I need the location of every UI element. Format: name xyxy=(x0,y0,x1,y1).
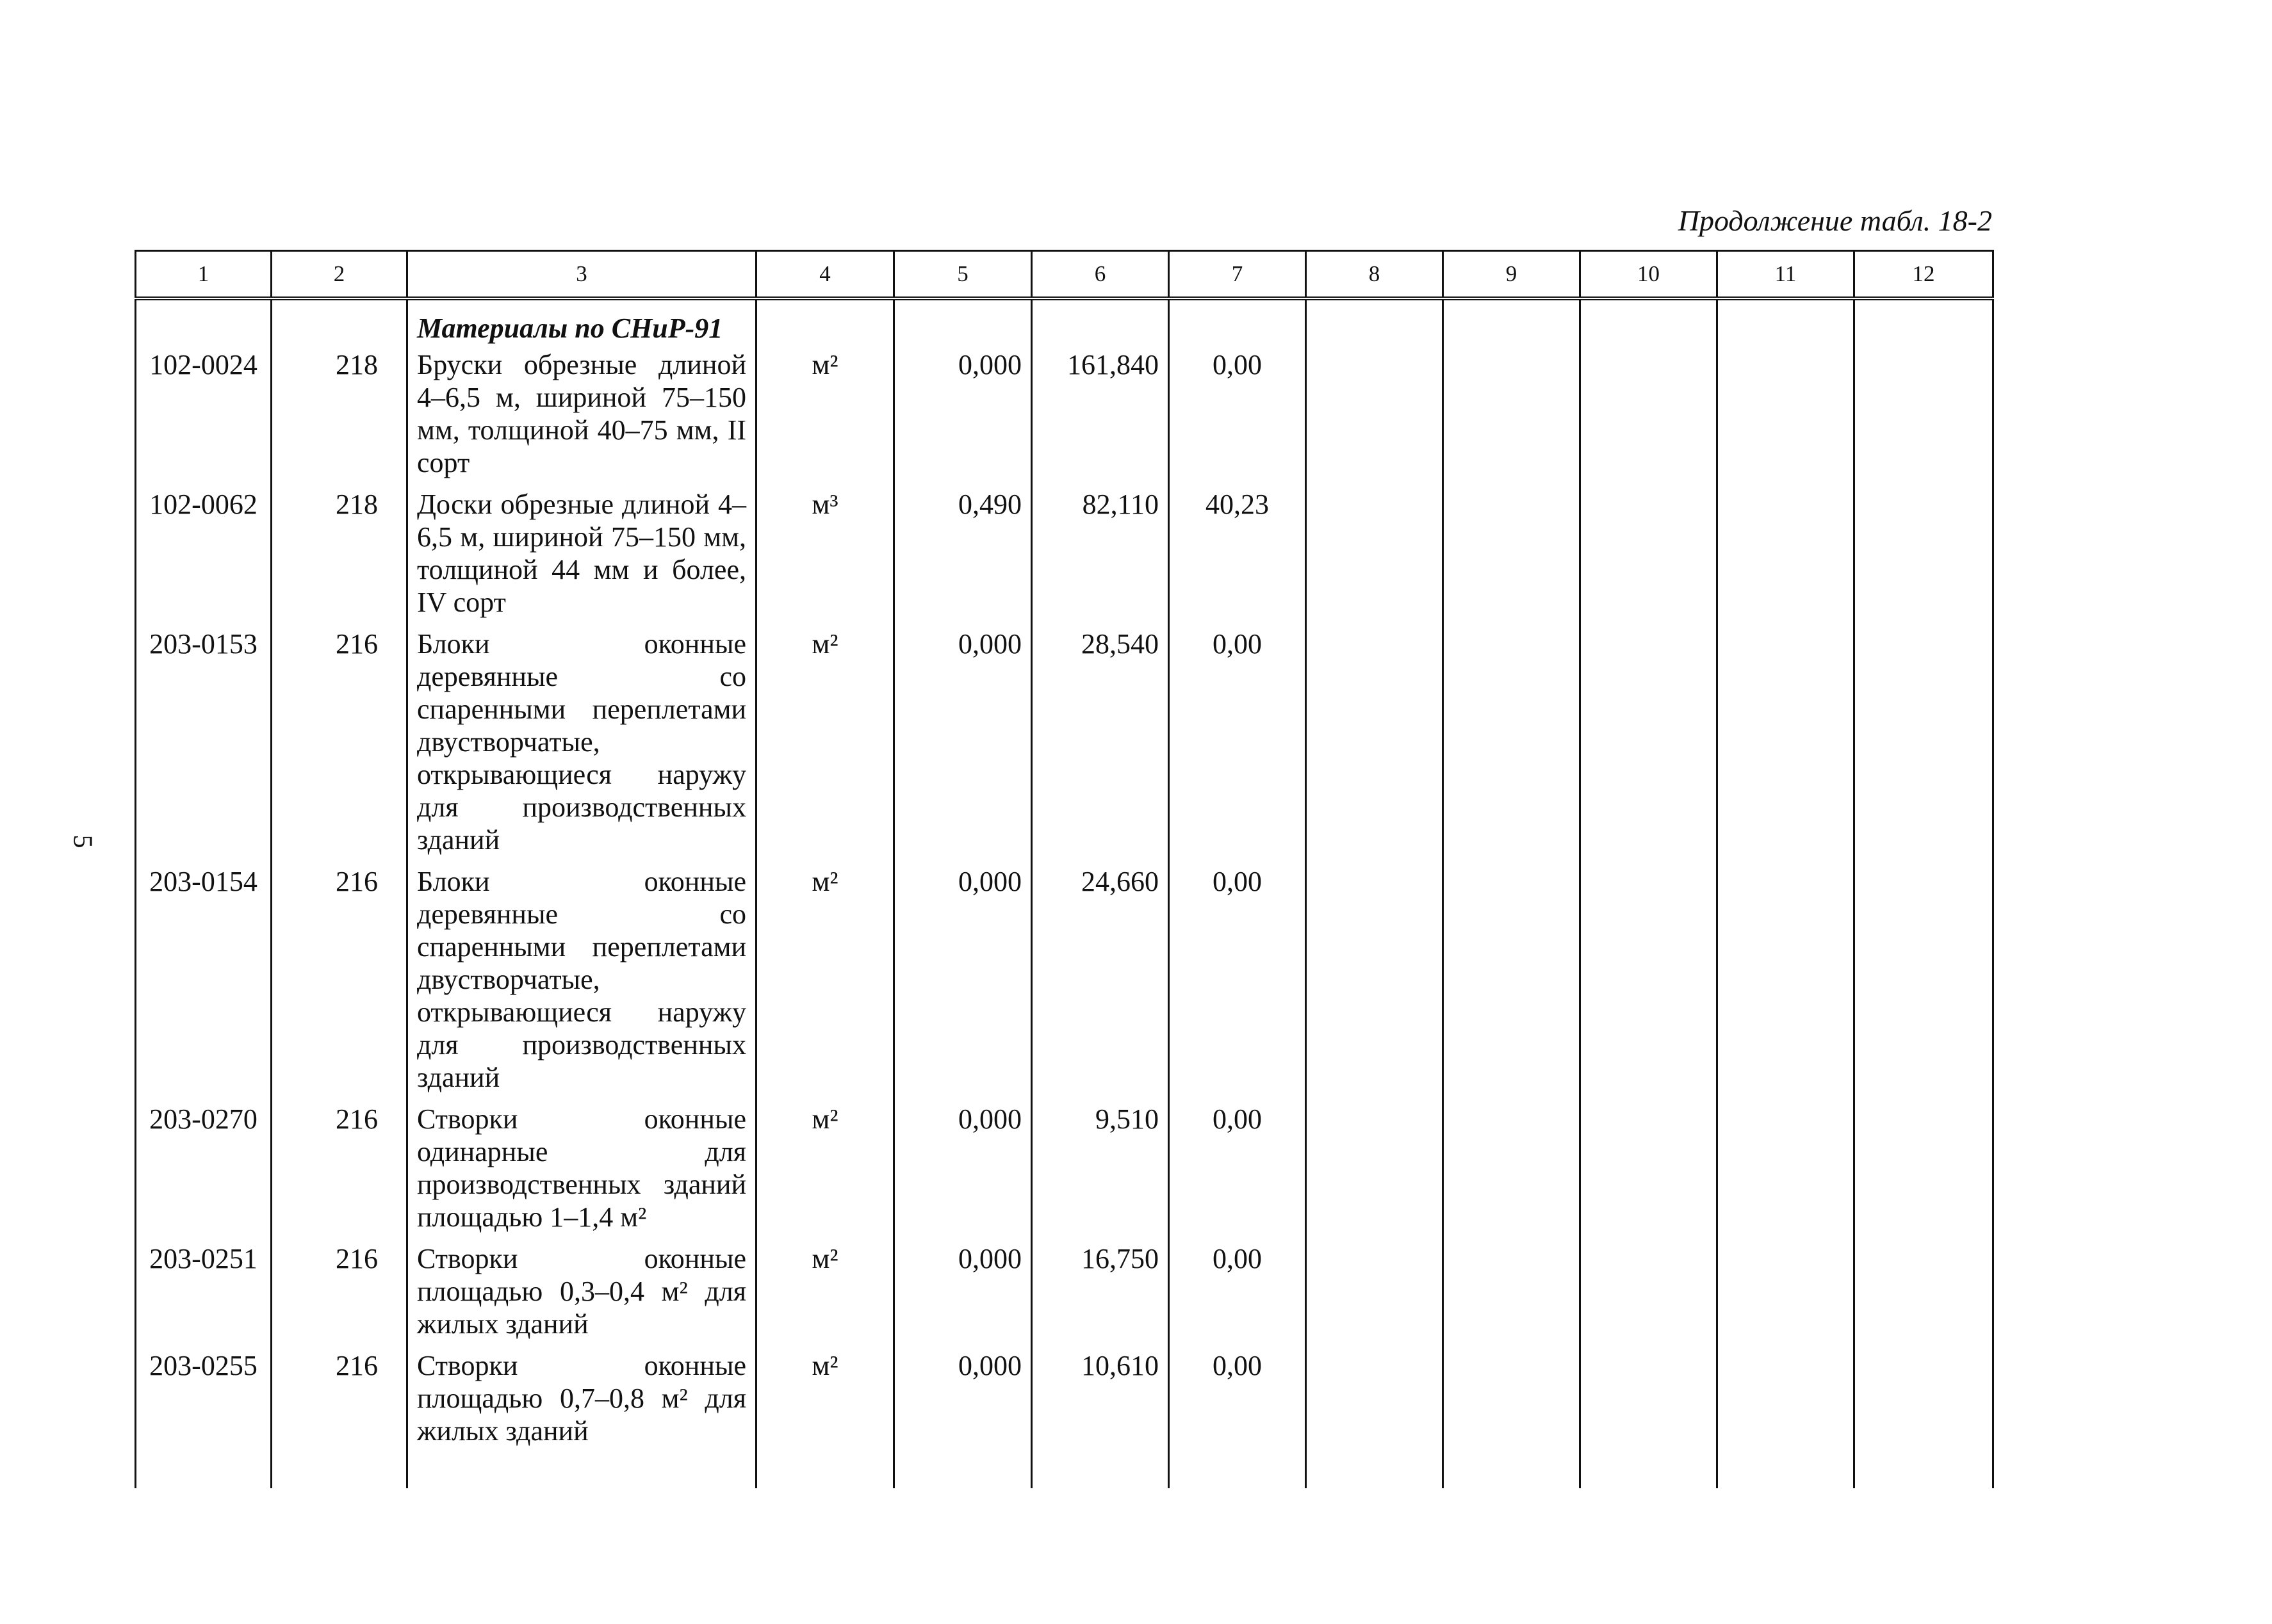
table-row xyxy=(136,488,1993,628)
material-description: Створки оконные площадью 0,7–0,8 м² для жилых зданий xyxy=(407,1349,756,1456)
value-col7: 0,00 xyxy=(1169,628,1306,865)
group-title-row xyxy=(136,298,1993,348)
ref-number: 218 xyxy=(272,348,407,488)
table-row xyxy=(136,628,1993,865)
value-col7: 40,23 xyxy=(1169,488,1306,628)
table-spacer-row xyxy=(136,1456,1993,1488)
value-col7: 0,00 xyxy=(1169,1242,1306,1349)
material-description: Блоки оконные деревянные со спаренными переплетами двустворчатые, открывающиеся наружу для производственных зданий xyxy=(407,865,756,1103)
material-description: Створки оконные площадью 0,3–0,4 м² для жилых зданий xyxy=(407,1242,756,1349)
value-col6: 24,660 xyxy=(1032,865,1169,1103)
value-col6: 9,510 xyxy=(1032,1103,1169,1242)
ref-number: 216 xyxy=(272,1103,407,1242)
material-code: 203-0154 xyxy=(136,865,272,1103)
table-row xyxy=(136,1242,1993,1349)
value-col5: 0,490 xyxy=(894,488,1032,628)
ref-number: 216 xyxy=(272,1242,407,1349)
unit: м² xyxy=(756,348,894,488)
value-col5: 0,000 xyxy=(894,348,1032,488)
value-col6: 28,540 xyxy=(1032,628,1169,865)
ref-number: 216 xyxy=(272,1349,407,1456)
material-description: Створки оконные одинарные для производственных зданий площадью 1–1,4 м² xyxy=(407,1103,756,1242)
unit: м² xyxy=(756,865,894,1103)
column-header: 2 xyxy=(272,251,407,299)
unit: м² xyxy=(756,628,894,865)
table-row xyxy=(136,348,1993,488)
material-code: 102-0062 xyxy=(136,488,272,628)
unit: м² xyxy=(756,1242,894,1349)
value-col5: 0,000 xyxy=(894,1242,1032,1349)
unit: м² xyxy=(756,1103,894,1242)
column-header: 7 xyxy=(1169,251,1306,299)
group-title: Материалы по СНиР-91 xyxy=(407,298,756,348)
value-col6: 161,840 xyxy=(1032,348,1169,488)
value-col7: 0,00 xyxy=(1169,348,1306,488)
ref-number: 218 xyxy=(272,488,407,628)
material-code: 203-0251 xyxy=(136,1242,272,1349)
value-col7: 0,00 xyxy=(1169,1349,1306,1456)
table-caption: Продолжение табл. 18-2 xyxy=(1678,204,1992,237)
material-description: Блоки оконные деревянные со спаренными переплетами двустворчатые, открывающиеся наружу для производственных зданий xyxy=(407,628,756,865)
column-header: 5 xyxy=(894,251,1032,299)
column-header: 9 xyxy=(1443,251,1580,299)
column-header: 12 xyxy=(1854,251,1993,299)
column-header: 6 xyxy=(1032,251,1169,299)
page-number: 5 xyxy=(67,834,97,849)
table-header-row xyxy=(136,251,1993,299)
unit: м² xyxy=(756,1349,894,1456)
table-row xyxy=(136,1349,1993,1456)
column-header: 11 xyxy=(1717,251,1854,299)
materials-table xyxy=(135,250,1994,1488)
material-description: Бруски обрезные длиной 4–6,5 м, шириной 75–150 мм, толщиной 40–75 мм, II сорт xyxy=(407,348,756,488)
material-code: 203-0270 xyxy=(136,1103,272,1242)
value-col5: 0,000 xyxy=(894,1349,1032,1456)
value-col5: 0,000 xyxy=(894,628,1032,865)
column-header: 4 xyxy=(756,251,894,299)
ref-number: 216 xyxy=(272,628,407,865)
value-col7: 0,00 xyxy=(1169,865,1306,1103)
value-col5: 0,000 xyxy=(894,865,1032,1103)
ref-number: 216 xyxy=(272,865,407,1103)
column-header: 1 xyxy=(136,251,272,299)
material-code: 102-0024 xyxy=(136,348,272,488)
material-description: Доски обрезные длиной 4–6,5 м, шириной 75–150 мм, толщиной 44 мм и более, IV сорт xyxy=(407,488,756,628)
unit: м³ xyxy=(756,488,894,628)
material-code: 203-0153 xyxy=(136,628,272,865)
value-col7: 0,00 xyxy=(1169,1103,1306,1242)
table-row xyxy=(136,1103,1993,1242)
value-col6: 82,110 xyxy=(1032,488,1169,628)
value-col6: 16,750 xyxy=(1032,1242,1169,1349)
column-header: 10 xyxy=(1580,251,1717,299)
table-row xyxy=(136,865,1993,1103)
value-col6: 10,610 xyxy=(1032,1349,1169,1456)
value-col5: 0,000 xyxy=(894,1103,1032,1242)
column-header: 3 xyxy=(407,251,756,299)
column-header: 8 xyxy=(1306,251,1443,299)
material-code: 203-0255 xyxy=(136,1349,272,1456)
